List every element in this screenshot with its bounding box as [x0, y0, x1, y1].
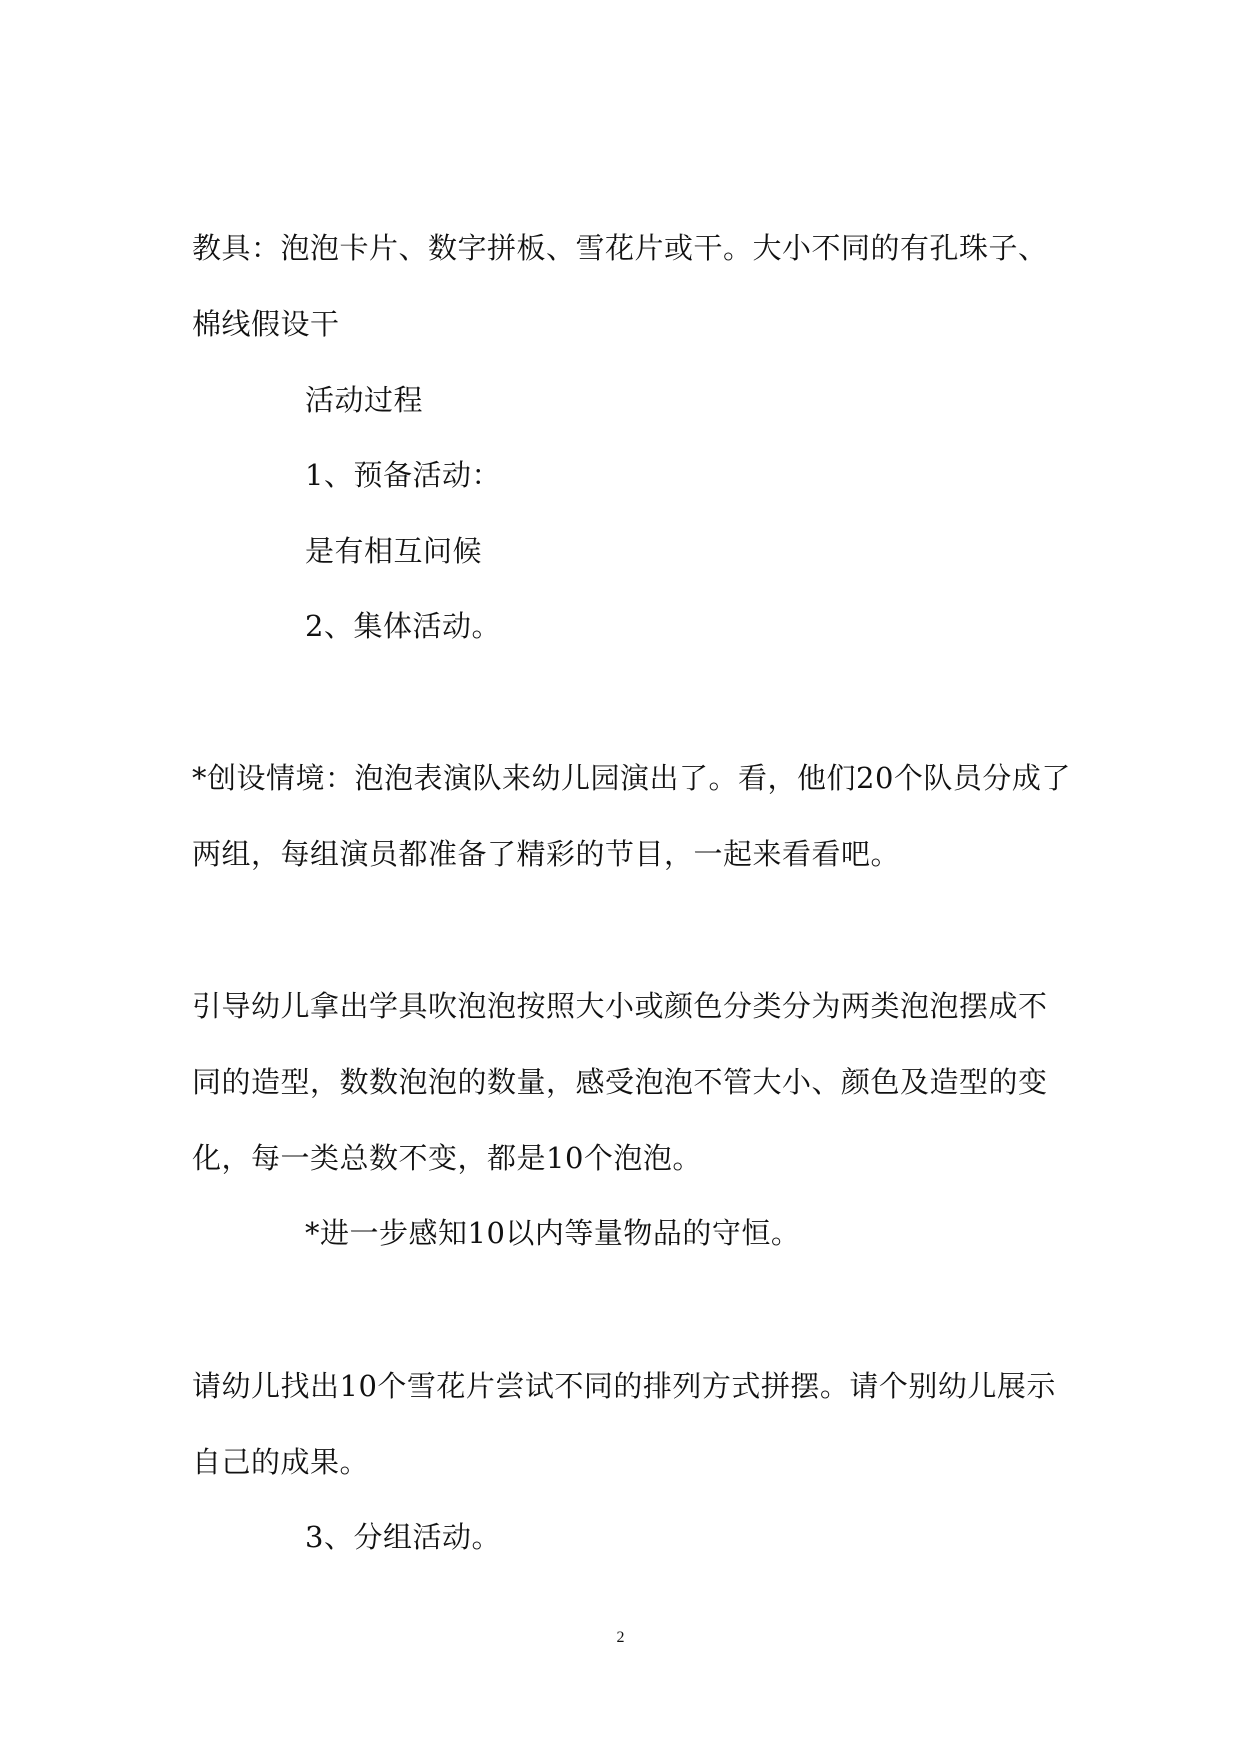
text-line-snowflake-1: 请幼儿找出10个雪花片尝试不同的排列方式拼摆。请个别幼儿展示	[192, 1369, 1056, 1403]
text-line-snowflake-2: 自己的成果。	[192, 1445, 370, 1479]
step-heading-subgroup-activity: 3、分组活动。	[305, 1520, 501, 1554]
text-line-materials-cont: 棉线假设干	[192, 307, 340, 341]
step-heading-preparation: 1、预备活动：	[305, 458, 501, 492]
text-line-scenario: *创设情境：泡泡表演队来幼儿园演出了。看，他们20个队员分成了	[192, 761, 1071, 795]
step-heading-group-activity: 2、集体活动。	[305, 609, 501, 643]
text-line-scenario-cont: 两组，每组演员都准备了精彩的节目，一起来看看吧。	[192, 837, 901, 871]
text-line-guide-3: 化，每一类总数不变，都是10个泡泡。	[192, 1141, 702, 1175]
text-line-greeting: 是有相互问候	[305, 534, 483, 568]
text-line-guide-2: 同的造型，数数泡泡的数量，感受泡泡不管大小、颜色及造型的变	[192, 1065, 1048, 1099]
page-number: 2	[616, 1629, 625, 1646]
section-heading-activity-process: 活动过程	[305, 383, 424, 417]
text-line-guide-1: 引导幼儿拿出学具吹泡泡按照大小或颜色分类分为两类泡泡摆成不	[192, 989, 1048, 1023]
text-line-conservation: *进一步感知10以内等量物品的守恒。	[305, 1216, 801, 1250]
text-line-materials: 教具：泡泡卡片、数字拼板、雪花片或干。大小不同的有孔珠子、	[192, 231, 1048, 265]
